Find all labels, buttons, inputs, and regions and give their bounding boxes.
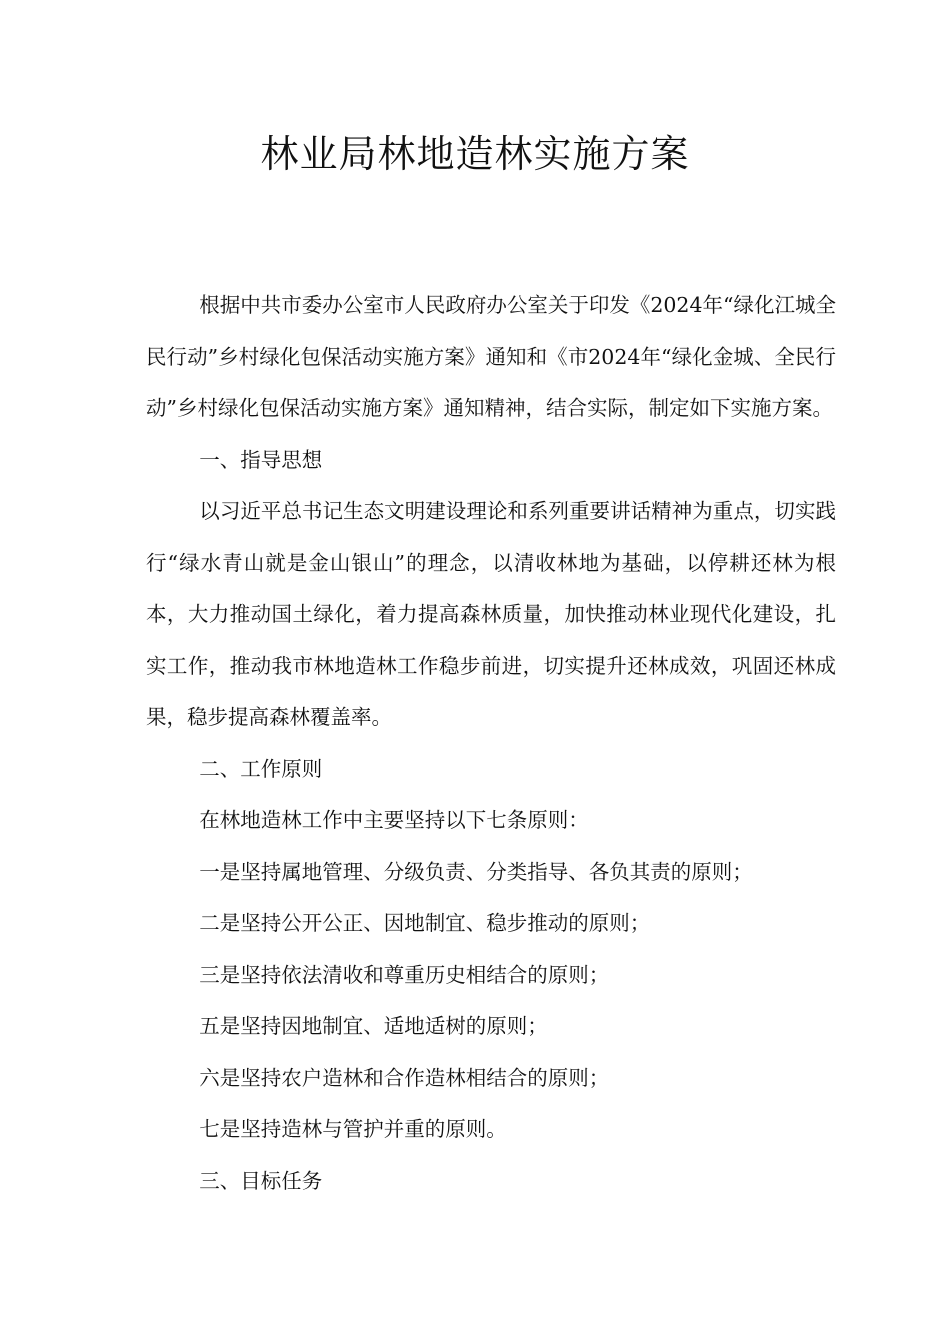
- principle-item: 三是坚持依法清收和尊重历史相结合的原则；: [199, 962, 610, 987]
- guiding-thought-paragraph: 以习近平总书记生态文明建设理论和系列重要讲话精神为重点，切实践行“绿水青山就是金山银山”的理念，以清收林地为基础，以停耕还林为根本，大力推动国土绿化，着力提高森林质量，加快推动林业现代化建设，扎实工作，推动我市林地造林工作稳步前进，切实提升还林成效，巩固还林成果，稳步提高森林覆盖率。: [146, 499, 836, 729]
- principle-item: 六是坚持农户造林和合作造林相结合的原则；: [199, 1065, 610, 1090]
- principles-intro: 在林地造林工作中主要坚持以下七条原则：: [199, 808, 589, 832]
- section-heading-work-principles: 二、工作原则: [199, 756, 323, 781]
- principle-item: 五是坚持因地制宜、适地适树的原则；: [199, 1014, 548, 1038]
- intro-paragraph: 根据中共市委办公室市人民政府办公室关于印发《2024年“绿化江城全民行动”乡村绿化包保活动实施方案》通知和《市2024年“绿化金城、全民行动”乡村绿化包保活动实施方案》通知精神，结合实际，制定如下实施方案。: [146, 293, 836, 420]
- document-body: [146, 280, 836, 1207]
- principle-item: 一是坚持属地管理、分级负责、分类指导、各负其责的原则；: [199, 859, 753, 884]
- section-heading-guiding-thought: 一、指导思想: [199, 447, 323, 472]
- principle-item: 二是坚持公开公正、因地制宜、稳步推动的原则；: [199, 911, 651, 935]
- principle-item: 七是坚持造林与管护并重的原则。: [199, 1117, 507, 1141]
- section-heading-goals: 三、目标任务: [199, 1168, 323, 1193]
- document-title: 林业局林地造林实施方案: [260, 132, 690, 176]
